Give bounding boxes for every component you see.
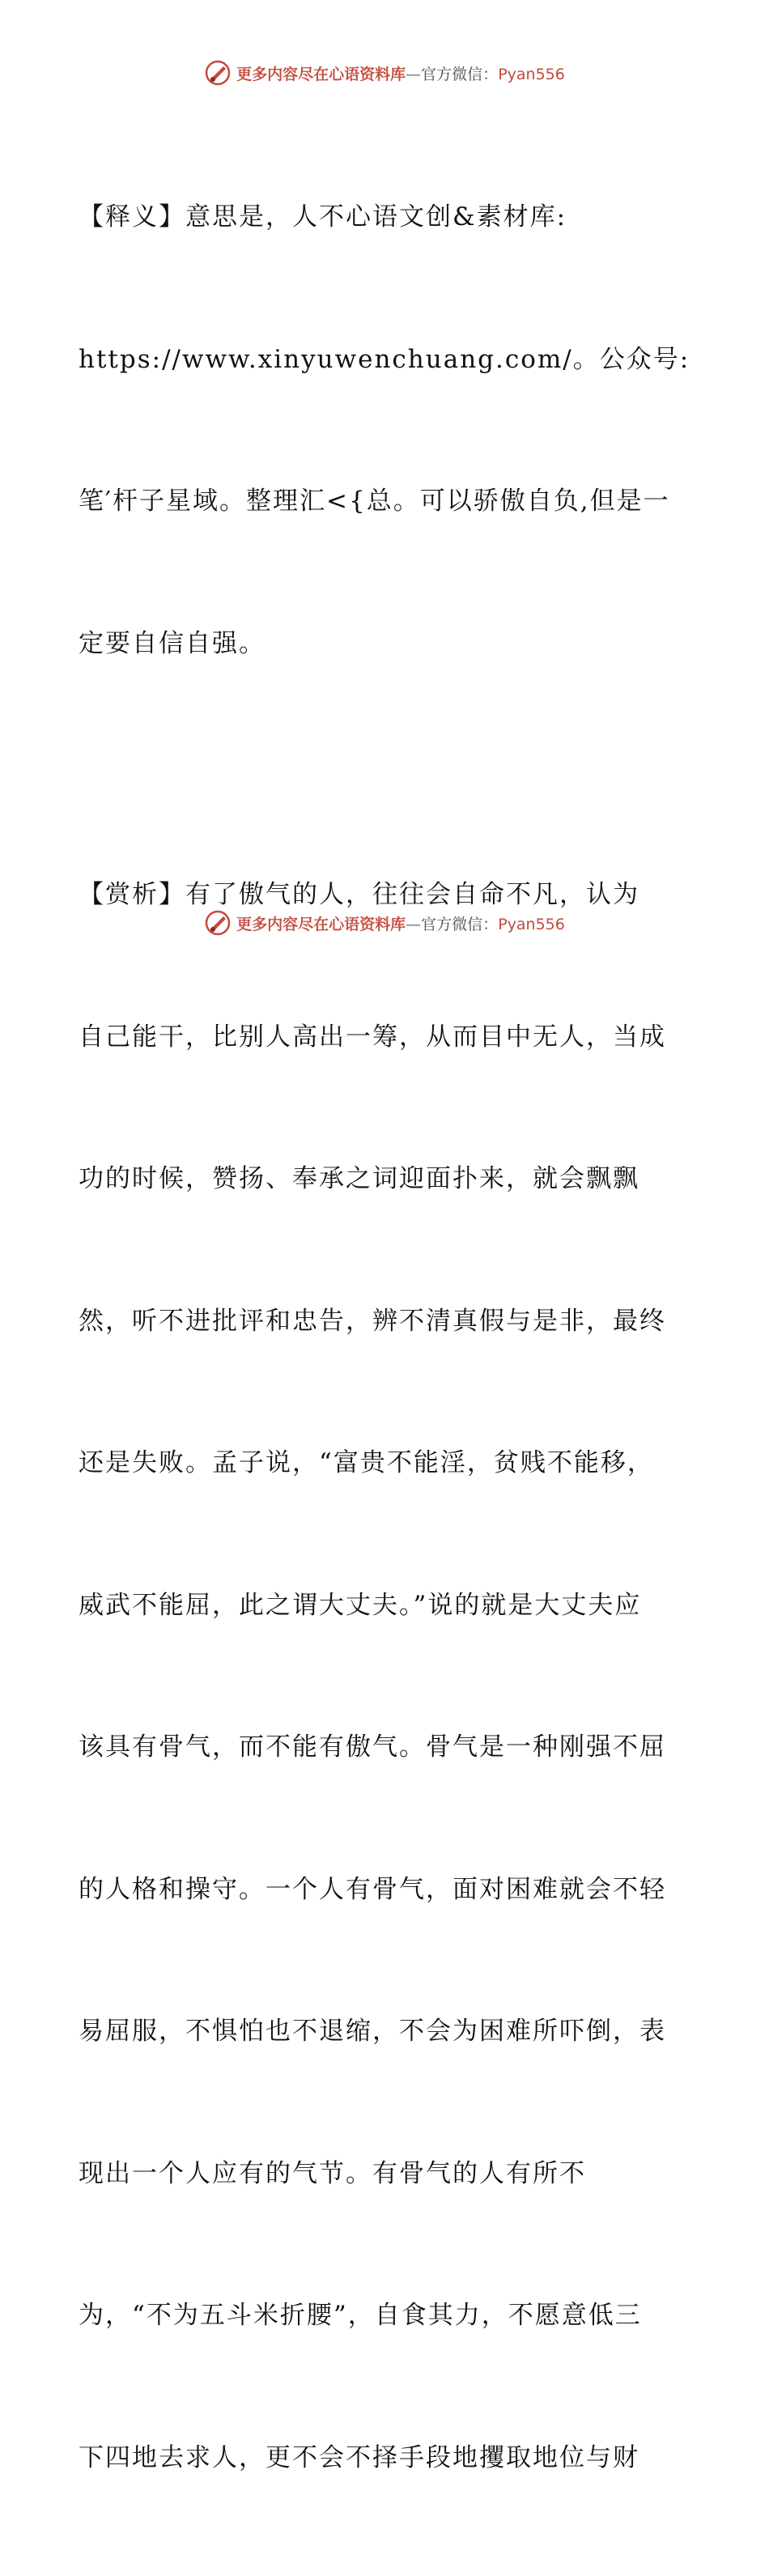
text-line: 现出一个人应有的气节。有骨气的人有所不 [79, 2158, 586, 2188]
text-line: 为，“不为五斗米折腰”，自食其力，不愿意低三 [79, 2301, 642, 2330]
text-line: 功的时候，赞扬、奉承之词迎面扑来，就会飘飘 [79, 1164, 639, 1193]
text-line: 该具有骨气，而不能有傲气。骨气是一种刚强不屈 [79, 1732, 666, 1762]
banner-text [236, 912, 565, 934]
brush-seal-icon [204, 909, 232, 937]
text-line: 威武不能屈，此之谓大丈夫。”说的就是大丈夫应 [79, 1590, 642, 1620]
text-line: 还是失败。孟子说，“富贵不能淫，贫贱不能移， [79, 1448, 654, 1477]
document-body [79, 99, 694, 2576]
paragraph-analysis [79, 776, 694, 2576]
banner-wechat-id: Pyan556 [498, 65, 565, 83]
banner-official: 官方微信 [421, 65, 483, 83]
text-line: 【赏析】有了傲气的人，往往会自命不凡，认为 [79, 880, 639, 909]
text-line: https://www.xinyuwenchuang.com/。公众号: [79, 344, 690, 374]
text-line: 下四地去求人，更不会不择手段地攫取地位与财 [79, 2442, 639, 2472]
banner-colon: ： [482, 915, 499, 933]
text-line: 然，听不进批评和忠告，辨不清真假与是非，最终 [79, 1306, 666, 1336]
banner-wechat-id: Pyan556 [498, 915, 565, 933]
banner-text [236, 62, 565, 84]
banner-brand: 更多内容尽在心语资料库 [236, 915, 406, 933]
banner-separator: — [406, 915, 422, 933]
text-line: 易屈服，不惧怕也不退缩，不会为困难所吓倒，表 [79, 2017, 666, 2046]
banner-official: 官方微信 [421, 915, 483, 933]
footer-banner [0, 907, 769, 939]
text-line: 自己能干，比别人高出一筹，从而目中无人，当成 [79, 1022, 666, 1052]
text-line: 笔′杆子星域。整理汇<{总。可以骄傲自负,但是一 [79, 487, 670, 516]
banner-colon: ： [482, 65, 499, 83]
text-line: 定要自信自强。 [79, 628, 266, 658]
text-line: 的人格和操守。一个人有骨气，面对困难就会不轻 [79, 1874, 666, 1904]
paragraph-definition [79, 99, 694, 762]
brush-seal-icon [204, 59, 232, 87]
header-banner [0, 57, 769, 89]
banner-brand: 更多内容尽在心语资料库 [236, 65, 406, 83]
text-line: 【释义】意思是，人不心语文创&素材库: [79, 202, 567, 232]
banner-separator: — [406, 65, 422, 83]
